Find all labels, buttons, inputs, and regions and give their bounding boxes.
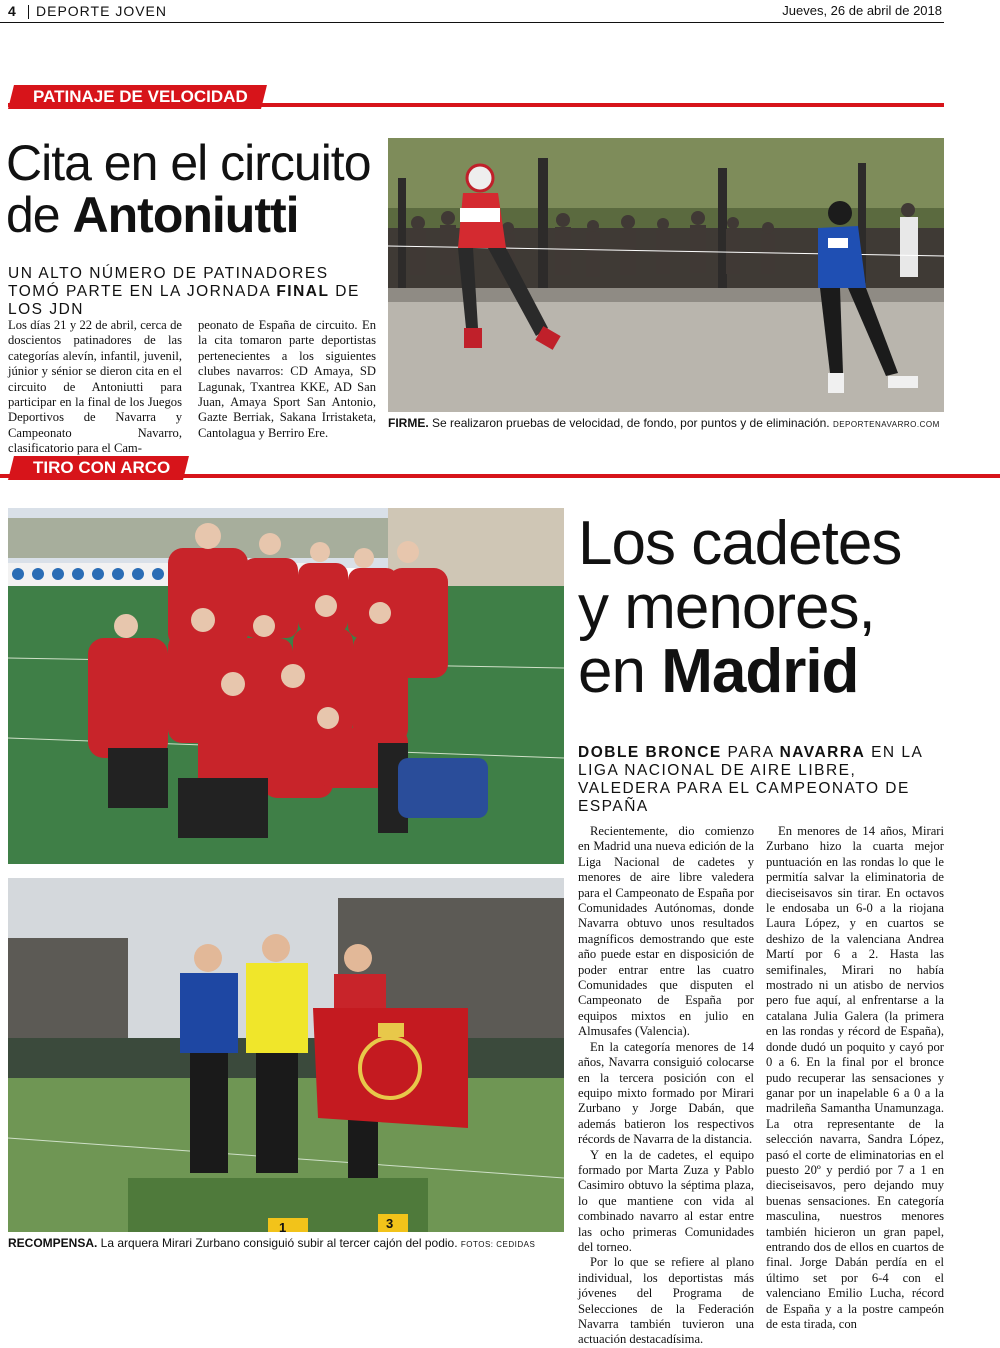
category-band-skating bbox=[0, 85, 944, 111]
photo-archery-podium bbox=[8, 878, 564, 1232]
paragraph: En la categoría menores de 14 años, Navarra consiguió colocarse en la tercera posición con el equipo mixto formado por Mirari Zurbano y Jorge Dabán, que además batieron los respectivos récords de Navarra de la distancia. bbox=[578, 1039, 754, 1147]
podium-number-3: 3 bbox=[386, 1216, 394, 1231]
page-number: 4 bbox=[8, 3, 16, 19]
paragraph: En menores de 14 años, Mirari Zurbano hizo la cuarta mejor puntuación en las rondas lo que le permitía salvar la eliminatoria de dieciseisavos sin tirar. En octavos le endosaba un 6-0 a la riojana Laura López, y en cuartos se deshizo de la valenciana Andrea Martí por 6 a 2. Hasta las semifinales, Mirari no había mostrado ni un atisbo de nervios pero fue aquí, al enfrentarse a la catalana Julia Galera (la primera en las rondas y récord de España), donde dudó un poquito y cayó por 0 a 6. En la final por el bronce pudo recuperar las sensaciones y ganar por un inapelable 6 a 0 a la madrileña Samantha Unamunzaga. La otra representante de la selección navarra, Sandra López, pasó el corte de eliminatorias en el puesto 20º y perdió por 7 a 1 en dieciseisavos, pero dejando muy buenas sensaciones. En categoría masculina, nuestros menores también hicieron un gran papel, entrando dos de ellos en cuartos de final. Jorge Dabán perdía en el último set por 6-4 con el valenciano Emilio Lucha, récord de España y a la postre campeón de esta tirada, con bbox=[766, 824, 944, 1331]
caption-archery: RECOMPENSA. La arquera Mirari Zurbano consiguió subir al tercer cajón del podio. FOTOS: CEDIDAS bbox=[8, 1236, 536, 1250]
headline-archery bbox=[578, 509, 998, 706]
headline-line-2: y menores, bbox=[578, 573, 875, 642]
header-separator bbox=[28, 5, 29, 19]
paragraph: Por lo que se refiere al plano individual, los deportistas más jóvenes del Programa de Selecciones de la Federación Navarra también tuvieron una actuación destacadísima. bbox=[578, 1255, 754, 1347]
paragraph: Y en la de cadetes, el equipo formado por Marta Zuza y Pablo Casimiro obtuvo la séptima plaza, lo que mantiene con vida al combinado navarro al estar entre las ocho primeras Comunidades del torneo. bbox=[578, 1147, 754, 1254]
issue-date: Jueves, 26 de abril de 2018 bbox=[782, 3, 942, 18]
paragraph: Recientemente, dio comienzo en Madrid una nueva edición de la Liga Nacional de cadetes y menores de aire libre valedera para el Campeonato de España por Comunidades Autónomas, donde Navarra obtuvo unos resultados magníficos demostrando que este año puede estar en disposición de poder entrar entre las cuatro Comunidades que disputen el Campeonato de España por equipos mixtos en julio en Almusafes (Valencia). bbox=[578, 824, 754, 1039]
body-col-1-skating: Los días 21 y 22 de abril, cerca de doscientos patinadores de las categorías alevín, infantil, juvenil, júnior y sénior se dieron cita en el circuito de Antoniutti para participar en la final de los Juegos Deportivos de Navarra y Campeonato Navarro, clasificatorio para el Cam- bbox=[8, 318, 182, 456]
caption-skating: FIRME. Se realizaron pruebas de velocidad, de fondo, por puntos y de eliminación. DEPORTENAVARRO.COM bbox=[388, 416, 940, 430]
header-rule bbox=[0, 22, 944, 23]
headline-line-1: Cita en el circuito bbox=[6, 135, 371, 191]
subhead-skating: UN ALTO NÚMERO DE PATINADORES TOMÓ PARTE EN LA JORNADA FINAL DE LOS JDN bbox=[8, 265, 360, 318]
category-band-archery bbox=[0, 456, 1000, 482]
category-label: TIRO CON ARCO bbox=[8, 456, 189, 480]
subhead-archery: DOBLE BRONCE PARA NAVARRA EN LA LIGA NACIONAL DE AIRE LIBRE, VALEDERA PARA EL CAMPEONATO DE ESPAÑA bbox=[578, 744, 923, 815]
headline-line-3: en Madrid bbox=[578, 637, 859, 706]
photo-archery-team bbox=[8, 508, 564, 864]
body-col-2-archery bbox=[766, 824, 944, 1332]
section-name: DEPORTE JOVEN bbox=[36, 3, 167, 19]
podium-number-1: 1 bbox=[279, 1220, 287, 1235]
headline-line-1: Los cadetes bbox=[578, 509, 902, 578]
photo-skaters bbox=[388, 138, 944, 412]
headline-line-2: de Antoniutti bbox=[6, 187, 299, 243]
headline-skating bbox=[6, 135, 386, 243]
category-label: PATINAJE DE VELOCIDAD bbox=[8, 85, 267, 109]
body-col-1-archery bbox=[578, 824, 754, 1348]
body-col-2-skating: peonato de España de circuito. En la cita tomaron parte deportistas pertenecientes a los siguientes clubes navarros: CD Amaya, SD Lagunak, Txantrea KKE, AD San Juan, Amaya Sport San Antonio, Gazte Berriak, Sakana Irristaketa, Cantolagua y Berriro Ere. bbox=[198, 318, 376, 440]
